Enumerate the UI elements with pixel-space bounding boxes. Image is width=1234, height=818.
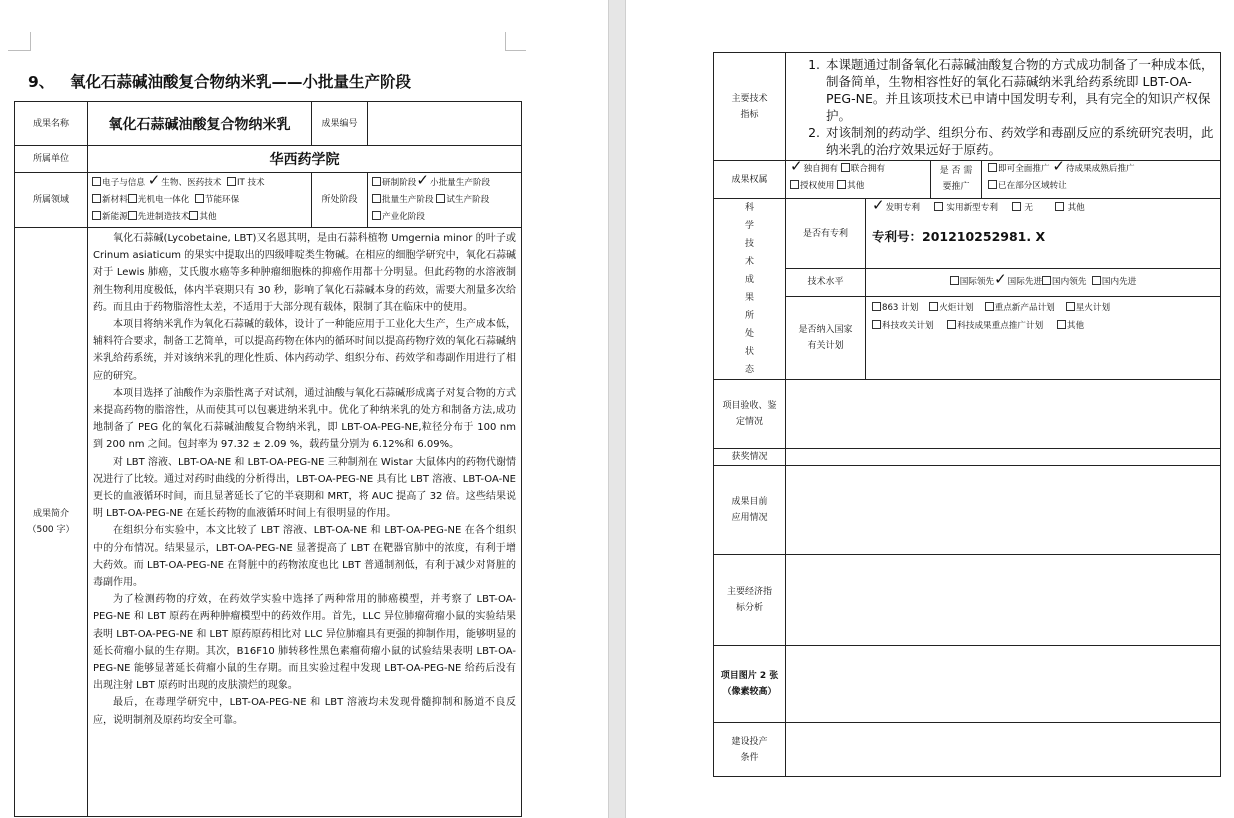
checkmark-icon[interactable]: ✓ (790, 160, 803, 175)
awards-cell[interactable] (786, 449, 1221, 466)
checkbox-icon[interactable] (128, 194, 137, 203)
checkmark-icon[interactable]: ✓ (416, 172, 429, 189)
summary-paragraph: 本项目选择了油酸作为亲脂性离子对试剂，通过油酸与氧化石蒜碱形成离子对复合物的方式来提高药物的脂溶性，从而使其可以包裹进纳米乳中。优化了种纳米乳的处方和制备方法,成功地制备了 PEG 化的氧化石蒜碱油酸复合物纳米乳，即 LBT-OA-PEG-NE,粒径分布于 100 nm 到 200 nm 之间。包封率为 97.32 ± 2.09 %，载药量分别为 6.12%和 6.09%。 (93, 387, 516, 451)
affiliation-value: 华西药学院 (88, 146, 522, 173)
achievement-details-table (713, 52, 1221, 777)
checkbox-icon[interactable] (1012, 202, 1021, 211)
summary-paragraph: 为了检测药物的疗效，在药效学实验中选择了两种常用的肺癌模型，并考察了 LBT-OA-PEG-NE 和 LBT 原药在两种肿瘤模型中的药效作用。首先，LLC 异位肺瘤荷瘤小鼠的实验结果表明 LBT-OA-PEG-NE 和 LBT 原药原药相比对 LLC 异位肺瘤具有更强的抑制作用，能够明显的延长荷瘤小鼠的生存期。其次，B16F10 肺转移性黑色素瘤荷瘤小鼠的试验结果表明 LBT-OA-PEG-NE 能够显著延长荷瘤小鼠的生存期。而且实验过程中发现 LBT-OA-PEG-NE 给药后没有出现注射 LBT 原药时出现的皮肤溃烂的现象。 (93, 594, 516, 692)
economic-analysis-cell[interactable] (786, 555, 1221, 646)
checkmark-icon[interactable]: ✓ (147, 172, 161, 189)
checkmark-icon[interactable]: ✓ (872, 198, 885, 214)
section-title: 氧化石蒜碱油酸复合物纳米乳——小批量生产阶段 (70, 73, 412, 91)
checkbox-icon[interactable] (929, 302, 938, 311)
label-economic-analysis: 主要经济指 标分析 (714, 555, 786, 646)
domain-options: 电子与信息 ✓生物、医药技术 IT 技术 新材料 光机电一体化 节能环保 新能源 先进制造技术 其他 (88, 173, 312, 228)
checkmark-icon[interactable]: ✓ (1052, 160, 1065, 175)
label-domain: 所属领域 (15, 173, 88, 228)
label-ownership: 成果权属 (714, 161, 786, 199)
current-application-cell[interactable] (786, 466, 1221, 555)
checkbox-icon[interactable] (1092, 276, 1101, 285)
checkbox-icon[interactable] (1055, 202, 1064, 211)
patent-options: ✓发明专利 实用新型专利 无 其他 (872, 198, 1085, 214)
checkbox-icon[interactable] (1042, 276, 1051, 285)
project-images-cell[interactable] (786, 646, 1221, 723)
national-plan-options: 863 计划 火炬计划 重点新产品计划 星火计划 科技攻关计划 科技成果重点推广计划 其他 (866, 296, 1221, 379)
checkbox-icon[interactable] (841, 163, 850, 172)
crop-mark (505, 32, 526, 51)
summary-paragraph: 在组织分布实验中，本文比较了 LBT 溶液、LBT-OA-NE 和 LBT-OA-PEG-NE 在各个组织中的分布情况。结果显示，LBT-OA-PEG-NE 显著提高了 LBT 在靶器官肺中的浓度，有利于增大药效。而 LBT-OA-PEG-NE 在肾脏中的药物浓度也比 LBT 普通制剂低，有利于减少对肾脏的毒副作用。 (93, 525, 516, 589)
label-achievement-code: 成果编号 (312, 102, 368, 146)
checkbox-icon[interactable] (189, 211, 198, 220)
label-production-conditions: 建设投产 条件 (714, 723, 786, 777)
checkbox-icon[interactable] (92, 211, 101, 220)
achievement-name: 氧化石蒜碱油酸复合物纳米乳 (88, 102, 312, 146)
achievement-code-cell (368, 102, 522, 146)
acceptance-cell[interactable] (786, 380, 1221, 449)
crop-mark (8, 32, 31, 51)
summary-paragraph: 本项目将纳米乳作为氧化石蒜碱的载体，设计了一种能应用于工业化大生产，生产成本低，辅料符合要求，制备工艺简单，可以提高药物在体内的循环时间以提高药物疗效的氧化石蒜碱纳米乳给药系统，并对该纳米乳的理化性质、体内药动学、组织分布、药效学和毒副作用进行了相应的研究。 (93, 319, 516, 382)
checkbox-icon[interactable] (934, 202, 943, 211)
label-awards: 获奖情况 (714, 449, 786, 466)
label-affiliation: 所属单位 (15, 146, 88, 173)
label-current-application: 成果目前 应用情况 (714, 466, 786, 555)
checkbox-icon[interactable] (988, 180, 997, 189)
checkmark-icon[interactable]: ✓ (994, 270, 1007, 289)
document-page-right (626, 0, 1234, 818)
checkbox-icon[interactable] (372, 211, 381, 220)
summary-paragraph: 氧化石蒜碱(Lycobetaine, LBT)又名恩其明，是由石蒜科植物 Umgernia minor 的叶子或 Crinum asiaticum 的果实中提取出的四级啡啶类生物碱。在相应的细胞学研究中，氧化石蒜碱对于 Lewis 肺癌，艾氏腹水癌等多种肿瘤细胞株的抑癌作用都十分明显。但此药物的水溶液制剂生物利用度极低，体内半衰期只有 30 秒，影响了氧化石蒜碱本身的药效，需要大剂量多次给药。而且由于药物脂溶性太差，不适用于大部分现有载体，限制了其在临床中的使用。 (93, 233, 516, 313)
summary-paragraph: 最后，在毒理学研究中，LBT-OA-PEG-NE 和 LBT 溶液均未发现骨髓抑制和肠道不良反应，说明制剂及原药均安全可靠。 (93, 697, 516, 726)
patent-number: 专利号：201210252981. X (872, 229, 1046, 244)
production-conditions-cell[interactable] (786, 723, 1221, 777)
list-item: 1. 本课题通过制备氧化石蒜碱油酸复合物的方式成功制备了一种成本低，制备简单，生物相容性好的氧化石蒜碱纳米乳给药系统即 LBT-OA-PEG-NE。并且该项技术已申请中国发明专利，具有完全的知识产权保护。 (824, 56, 1214, 124)
checkbox-icon[interactable] (872, 302, 881, 311)
tech-level-options: 国际领先✓国际先进 国内领先 国内先进 (866, 269, 1221, 296)
checkbox-icon[interactable] (92, 177, 101, 186)
label-stage: 所处阶段 (312, 173, 368, 228)
label-status-vertical: 科 学 技 术 成 果 所 处 状 态 (714, 199, 786, 380)
checkbox-icon[interactable] (227, 177, 236, 186)
patent-cell (866, 199, 1221, 269)
label-main-tech-indicators: 主要技术 指标 (714, 53, 786, 161)
checkbox-icon[interactable] (436, 194, 445, 203)
checkbox-icon[interactable] (372, 177, 381, 186)
achievement-form-table (14, 101, 522, 817)
checkbox-icon[interactable] (872, 320, 881, 329)
label-need-promotion: 是 否 需 要推广 (931, 161, 982, 198)
checkbox-icon[interactable] (1057, 320, 1066, 329)
checkbox-icon[interactable] (837, 180, 846, 189)
promotion-options: 即可全面推广 ✓待成果成熟后推广 已在部分区域转让 (982, 161, 1220, 198)
section-heading (28, 70, 411, 92)
checkbox-icon[interactable] (790, 180, 799, 189)
label-acceptance: 项目验收、鉴 定情况 (714, 380, 786, 449)
list-item: 2. 对该制剂的药动学、组织分布、药效学和毒副反应的系统研究表明，此纳米乳的治疗效果远好于原药。 (824, 124, 1214, 158)
summary-paragraph: 对 LBT 溶液、LBT-OA-NE 和 LBT-OA-PEG-NE 三种制剂在 Wistar 大鼠体内的药物代谢情况进行了比较。通过对药时曲线的分析得出，LBT-OA-PEG-NE 具有比 LBT 溶液、LBT-OA-NE 更长的血液循环时间，而且显著延长了它的半衰期和 MRT，将 AUC 提高了 32 倍。这些结果说明 LBT-OA-PEG-NE 在延长药物的血液循环时间上有很明显的作用。 (93, 456, 516, 520)
ownership-row (786, 161, 1221, 199)
page-gutter (608, 0, 626, 818)
label-project-images: 项目图片 2 张 （像素较高） (714, 646, 786, 723)
checkbox-icon[interactable] (92, 194, 101, 203)
label-national-plan: 是否纳入国家 有关计划 (786, 296, 866, 379)
label-summary: 成果简介 （500 字） (15, 228, 88, 817)
stage-options: 研制阶段✓小批量生产阶段 批量生产阶段 试生产阶段 产业化阶段 (368, 173, 522, 228)
checkbox-icon[interactable] (988, 163, 997, 172)
label-patent: 是否有专利 (786, 199, 866, 269)
checkbox-icon[interactable] (128, 211, 137, 220)
tech-indicators-list (786, 53, 1221, 161)
document-page-left (0, 0, 608, 818)
section-number: 9、 (28, 73, 55, 91)
checkbox-icon[interactable] (985, 302, 994, 311)
checkbox-icon[interactable] (950, 276, 959, 285)
checkbox-icon[interactable] (947, 320, 956, 329)
summary-text (88, 228, 522, 817)
checkbox-icon[interactable] (372, 194, 381, 203)
checkbox-icon[interactable] (195, 194, 204, 203)
label-tech-level: 技术水平 (786, 269, 866, 296)
label-achievement-name: 成果名称 (15, 102, 88, 146)
checkbox-icon[interactable] (1066, 302, 1075, 311)
ownership-options: ✓独自拥有 联合拥有 授权使用 其他 (786, 161, 931, 198)
